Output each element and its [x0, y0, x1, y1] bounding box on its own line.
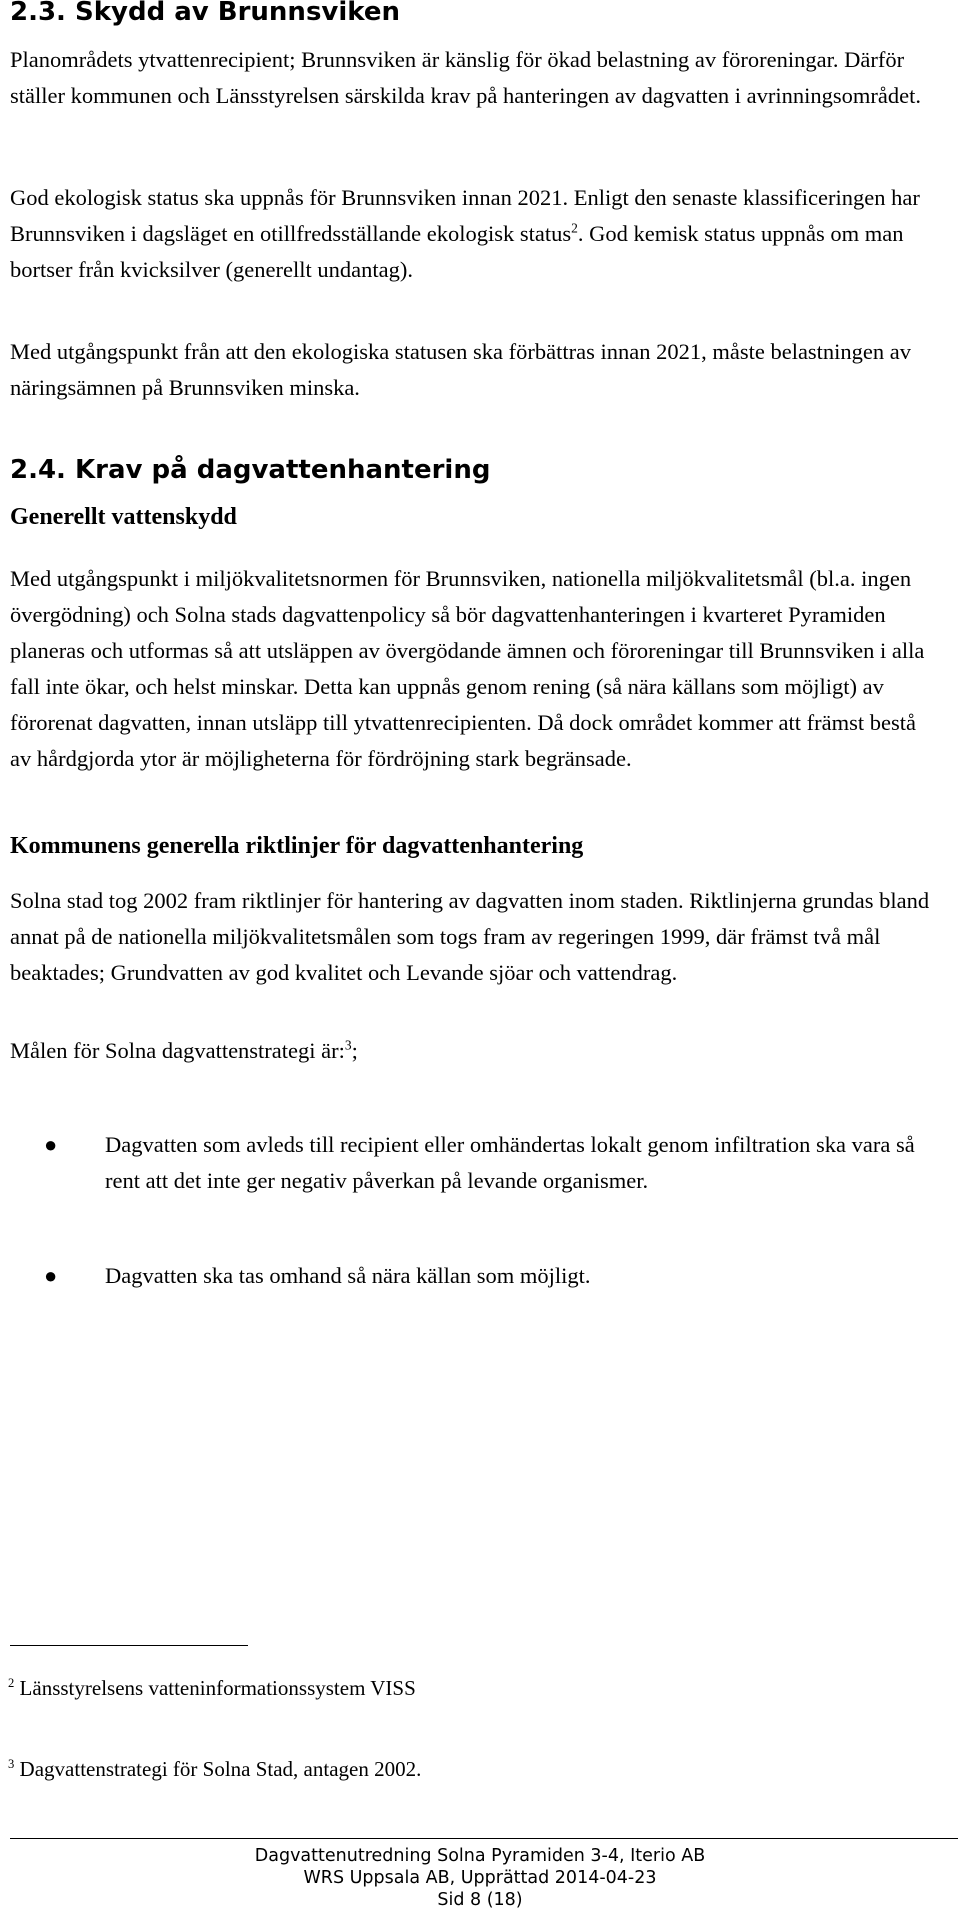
- paragraph-text: ;: [351, 1038, 358, 1063]
- footnote-ref[interactable]: 3: [344, 1037, 352, 1053]
- footnote-text: Länsstyrelsens vatteninformationssystem VISS: [19, 1676, 416, 1700]
- footnote: [8, 1676, 416, 1701]
- subheading: Generellt vattenskydd: [10, 504, 237, 530]
- paragraph: [10, 180, 930, 288]
- paragraph-text: Målen för Solna dagvattenstrategi är:: [10, 1038, 345, 1063]
- section-heading-2-3: 2.3. Skydd av Brunnsviken: [10, 0, 401, 27]
- paragraph: Solna stad tog 2002 fram riktlinjer för hantering av dagvatten inom staden. Riktlinjerna grundas bland annat på de nationella miljökvalitetsmålen som togs fram av regeringen 1999, där främst två mål beaktades; Grundvatten av god kvalitet och Levande sjöar och vattendrag.: [10, 888, 930, 985]
- footnote-number: 2: [8, 1676, 15, 1690]
- footer-divider: [10, 1838, 958, 1839]
- bullet-icon: ●: [44, 1263, 58, 1288]
- footnote-number: 3: [8, 1757, 15, 1771]
- list-item: Dagvatten ska tas omhand så nära källan som möjligt.: [105, 1263, 591, 1288]
- footer-line: WRS Uppsala AB, Upprättad 2014-04-23: [303, 1868, 657, 1888]
- footnote-ref[interactable]: 2: [571, 220, 578, 236]
- subheading: Kommunens generella riktlinjer för dagvattenhantering: [10, 833, 584, 859]
- section-heading-2-4: 2.4. Krav på dagvattenhantering: [10, 455, 491, 485]
- paragraph-text: God ekologisk status ska uppnås för Brunnsviken innan 2021. Enligt den senaste klassificeringen har Brunnsviken i dagsläget en otillfredsställande ekologisk status: [10, 185, 920, 246]
- bullet-icon: ●: [44, 1132, 58, 1157]
- paragraph: [10, 1033, 930, 1069]
- footer-line: Dagvattenutredning Solna Pyramiden 3-4, Iterio AB: [254, 1846, 706, 1866]
- paragraph-text: . God kemisk status uppnås om man bortser från kvicksilver (generellt undantag).: [10, 221, 904, 282]
- footnote-text: Dagvattenstrategi för Solna Stad, antagen 2002.: [19, 1757, 422, 1781]
- paragraph: Med utgångspunkt från att den ekologiska statusen ska förbättras innan 2021, måste belastningen av näringsämnen på Brunnsviken minska.: [10, 339, 912, 400]
- footnote: [8, 1757, 421, 1782]
- list-item: Dagvatten som avleds till recipient eller omhändertas lokalt genom infiltration ska vara så rent att det inte ger negativ påverkan på levande organismer.: [105, 1132, 915, 1193]
- paragraph: Med utgångspunkt i miljökvalitetsnormen för Brunnsviken, nationella miljökvalitetsmål (bl.a. ingen övergödning) och Solna stads dagvattenpolicy så bör dagvattenhanteringen i kvarteret Pyramiden planeras och utformas så att utsläppen av övergödande ämnen och föroreningar till Brunnsviken i alla fall inte ökar, och helst minskar. Detta kan uppnås genom rening (så nära källans som möjligt) av förorenat dagvatten, innan utsläpp till ytvattenrecipienten. Då dock området kommer att främst bestå av hårdgjorda ytor är möjligheterna för fördröjning stark begränsade.: [10, 566, 925, 771]
- footnote-divider: [10, 1645, 248, 1646]
- paragraph: Planområdets ytvattenrecipient; Brunnsviken är känslig för ökad belastning av föroreningar. Därför ställer kommunen och Länsstyrelsen särskilda krav på hanteringen av dagvatten i avrinningsområdet.: [10, 47, 921, 108]
- page-number: Sid 8 (18): [437, 1890, 523, 1910]
